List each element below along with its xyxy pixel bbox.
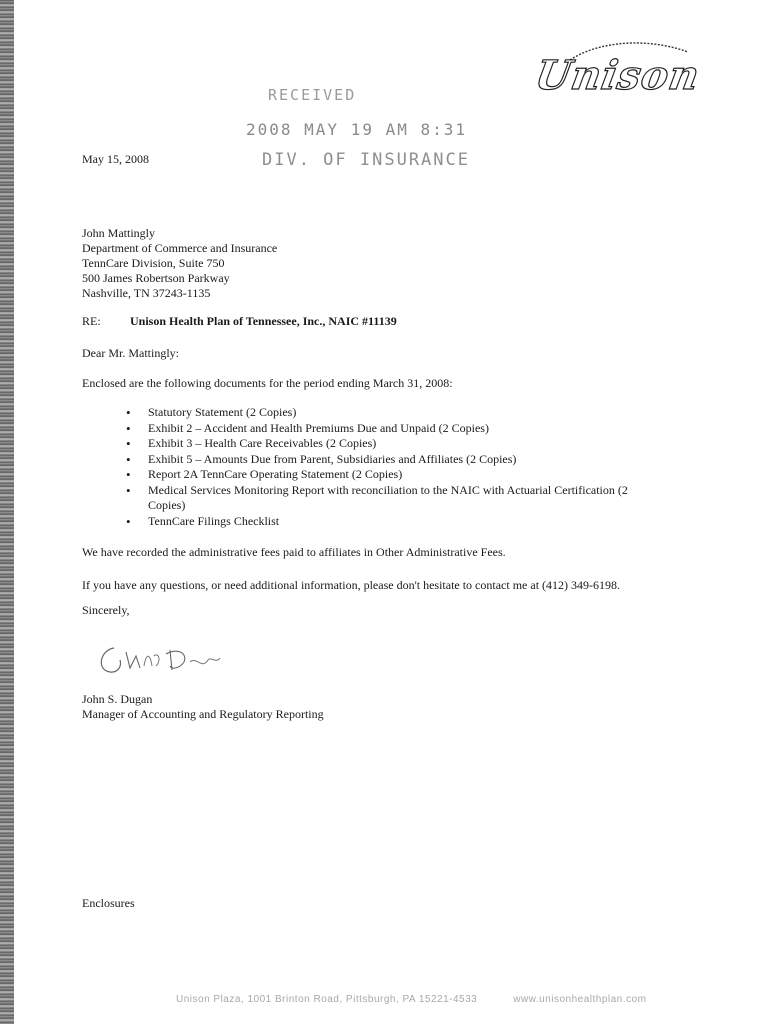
scan-edge-artifact	[0, 0, 14, 1024]
list-item: • Statutory Statement (2 Copies)	[126, 405, 656, 421]
footer-website: www.unisonhealthplan.com	[513, 994, 647, 1005]
list-item: • Exhibit 3 – Health Care Receivables (2 Copies)	[126, 436, 656, 452]
recipient-department: Department of Commerce and Insurance	[82, 241, 278, 255]
recipient-division: TennCare Division, Suite 750	[82, 256, 225, 270]
unison-logo	[530, 38, 704, 118]
recipient-name: John Mattingly	[82, 226, 156, 240]
list-item: • Report 2A TennCare Operating Statement (2 Copies)	[126, 467, 656, 483]
list-item: • Exhibit 2 – Accident and Health Premiums Due and Unpaid (2 Copies)	[126, 421, 656, 437]
subject-text: Unison Health Plan of Tennessee, Inc., NAIC #11139	[130, 314, 397, 328]
enclosures-label: Enclosures	[82, 896, 135, 910]
footer-address: Unison Plaza, 1001 Brinton Road, Pittsburgh, PA 15221-4533	[176, 994, 478, 1005]
letterhead-footer	[176, 994, 646, 1005]
received-stamp-division: DIV. OF INSURANCE	[262, 150, 470, 170]
list-item: • Exhibit 5 – Amounts Due from Parent, Subsidiaries and Affiliates (2 Copies)	[126, 452, 656, 468]
recipient-city: Nashville, TN 37243-1135	[82, 286, 211, 300]
questions-paragraph: If you have any questions, or need additional information, please don't hesitate to contact me at (412) 349-6198.	[82, 578, 621, 592]
letter-date: May 15, 2008	[82, 152, 149, 166]
recipient-address	[82, 226, 277, 301]
salutation: Dear Mr. Mattingly:	[82, 346, 179, 360]
subject-label: RE:	[82, 314, 101, 328]
list-item: • TennCare Filings Checklist	[126, 514, 656, 530]
logo-wordmark: Unison	[531, 52, 704, 99]
subject-line	[82, 314, 397, 329]
signer-block	[82, 692, 324, 722]
signer-name: John S. Dugan	[82, 692, 153, 706]
fees-paragraph: We have recorded the administrative fees paid to affiliates in Other Administrative Fees.	[82, 545, 506, 559]
enclosure-list	[126, 405, 656, 529]
closing: Sincerely,	[82, 603, 130, 617]
received-stamp-date: 2008 MAY 19 AM 8:31	[246, 120, 468, 139]
received-stamp-line: RECEIVED	[268, 86, 357, 104]
signer-title: Manager of Accounting and Regulatory Reporting	[82, 707, 324, 721]
intro-paragraph: Enclosed are the following documents for the period ending March 31, 2008:	[82, 376, 453, 390]
list-item: • Medical Services Monitoring Report with reconciliation to the NAIC with Actuarial Certification (2 Copies)	[126, 483, 656, 514]
signature-icon	[92, 636, 242, 682]
recipient-street: 500 James Robertson Parkway	[82, 271, 230, 285]
